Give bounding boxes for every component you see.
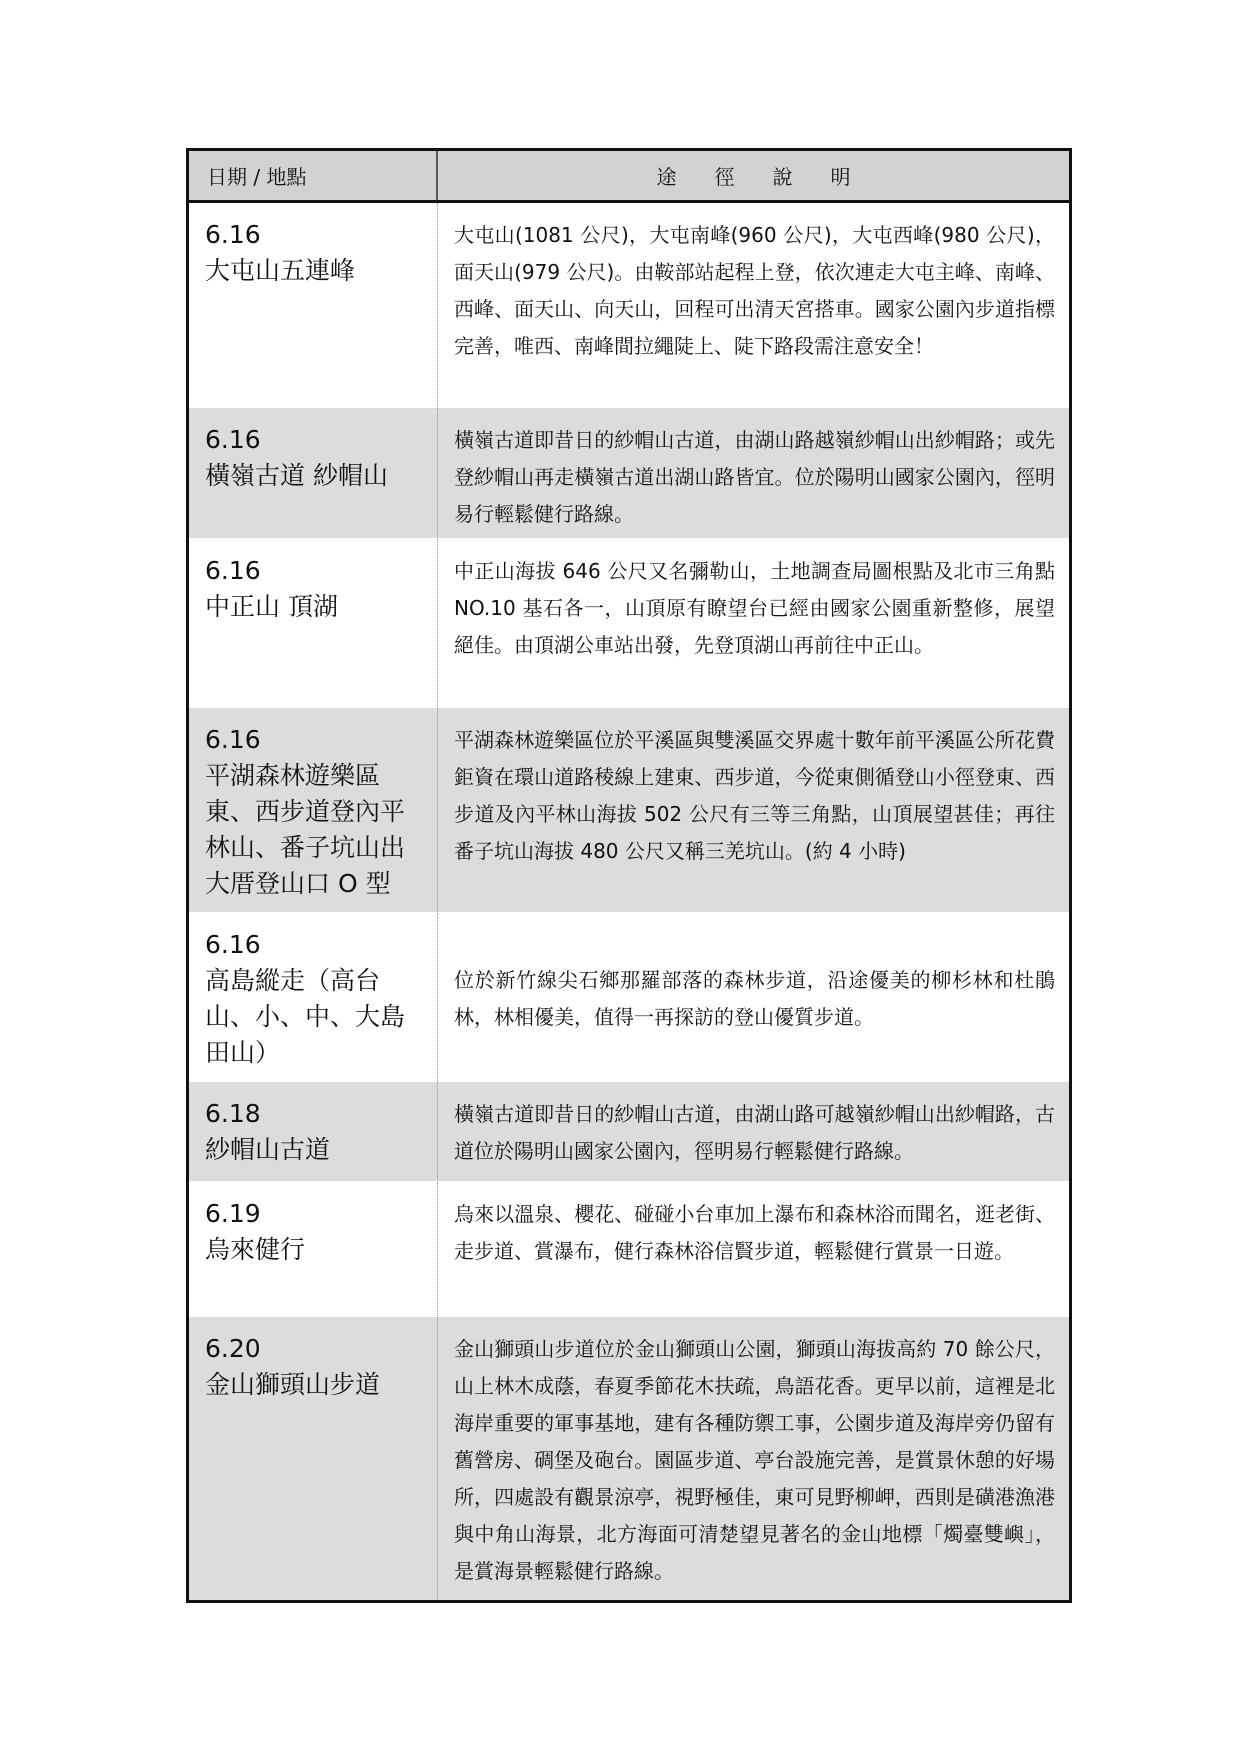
description-cell: 烏來以溫泉、櫻花、碰碰小台車加上瀑布和森林浴而聞名，逛老街、走步道、賞瀑布，健行森林浴信賢步道，輕鬆健行賞景一日遊。 <box>454 1202 1055 1263</box>
date-place-cell <box>189 913 438 1081</box>
description-cell: 中正山海拔 646 公尺又名彌勒山，土地調查局圖根點及北市三角點 NO.10 基石各一，山頂原有瞭望台已經由國家公園重新整修，展望絕佳。由頂湖公車站出發，先登頂湖山再前往中正山。 <box>454 559 1055 657</box>
header-description: 途徑說明 <box>656 165 889 189</box>
place: 中正山 頂湖 <box>205 592 338 621</box>
place: 平湖森林遊樂區東、西步道登內平林山、番子坑山出大厝登山口 O 型 <box>205 761 406 898</box>
description-text: 位於新竹線尖石鄉那羅部落的森林步道，沿途優美的柳杉林和杜鵑林，林相優美，值得一再探訪的登山優質步道。 <box>454 968 1055 1029</box>
date: 6.16 <box>205 930 261 959</box>
date: 6.16 <box>205 220 261 249</box>
date-place-cell <box>189 1082 438 1181</box>
itinerary-table <box>186 148 1072 1603</box>
place: 大屯山五連峰 <box>205 256 356 285</box>
date-place-cell <box>189 203 438 407</box>
place: 紗帽山古道 <box>205 1135 331 1164</box>
table-row <box>189 408 1069 539</box>
table-row <box>189 203 1069 408</box>
date: 6.16 <box>205 425 261 454</box>
description-cell: 平湖森林遊樂區位於平溪區與雙溪區交界處十數年前平溪區公所花費鉅資在環山道路稜線上建東、西步道，今從東側循登山小徑登東、西步道及內平林山海拔 502 公尺有三等三角點，山頂展望甚佳；再往番子坑山海拔 480 公尺又稱三羌坑山。(約 4 小時) <box>454 728 1055 863</box>
date-place-cell <box>189 539 438 707</box>
date: 6.18 <box>205 1099 261 1128</box>
date: 6.16 <box>205 725 261 754</box>
table-row <box>189 1082 1069 1182</box>
date-place-cell <box>189 1182 438 1316</box>
table-row <box>189 1182 1069 1317</box>
date: 6.16 <box>205 556 261 585</box>
table-header <box>189 151 1069 203</box>
description-cell: 橫嶺古道即昔日的紗帽山古道，由湖山路越嶺紗帽山出紗帽路；或先登紗帽山再走橫嶺古道出湖山路皆宜。位於陽明山國家公園內，徑明易行輕鬆健行路線。 <box>454 428 1055 526</box>
table-row <box>189 708 1069 913</box>
header-date-place: 日期 / 地點 <box>189 151 438 200</box>
table-row <box>189 913 1069 1082</box>
date-place-cell <box>189 708 438 912</box>
description-cell: 大屯山(1081 公尺)，大屯南峰(960 公尺)，大屯西峰(980 公尺)，面天山(979 公尺)。由鞍部站起程上登，依次連走大屯主峰、南峰、西峰、面天山、向天山，回程可出清天宮搭車。國家公園內步道指標完善，唯西、南峰間拉繩陡上、陡下路段需注意安全！ <box>454 223 1055 358</box>
date-place-cell <box>189 1317 438 1600</box>
place: 金山獅頭山步道 <box>205 1370 381 1399</box>
place: 高島縱走（高台山、小、中、大島田山） <box>205 966 406 1067</box>
table-row <box>189 1317 1069 1600</box>
description-cell: 金山獅頭山步道位於金山獅頭山公園，獅頭山海拔高約 70 餘公尺，山上林木成蔭，春夏季節花木扶疏，鳥語花香。更早以前，這裡是北海岸重要的軍事基地，建有各種防禦工事，公園步道及海岸旁仍留有舊營房、碉堡及砲台。園區步道、亭台設施完善，是賞景休憩的好場所，四處設有觀景涼亭，視野極佳，東可見野柳岬，西則是磺港漁港與中角山海景，北方海面可清楚望見著名的金山地標「燭臺雙嶼」，是賞海景輕鬆健行路線。 <box>454 1337 1055 1583</box>
description-cell <box>438 913 1069 1081</box>
date: 6.19 <box>205 1199 261 1228</box>
place: 橫嶺古道 紗帽山 <box>205 461 388 490</box>
date-place-cell <box>189 408 438 538</box>
place: 烏來健行 <box>205 1235 306 1264</box>
date: 6.20 <box>205 1334 261 1363</box>
description-cell: 橫嶺古道即昔日的紗帽山古道，由湖山路可越嶺紗帽山出紗帽路，古道位於陽明山國家公園內，徑明易行輕鬆健行路線。 <box>454 1102 1055 1163</box>
table-row <box>189 539 1069 708</box>
